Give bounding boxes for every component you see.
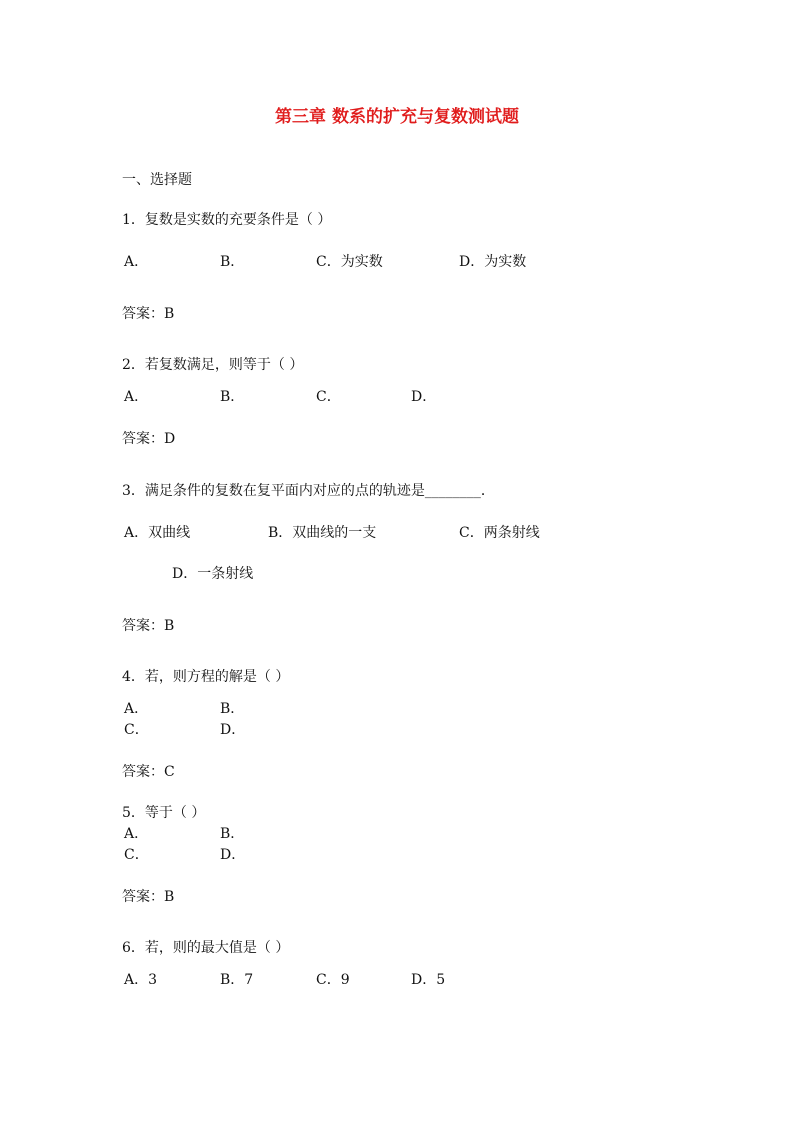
question-6-option-a: A．3 bbox=[124, 972, 158, 988]
question-5-answer: 答案：B bbox=[122, 889, 175, 905]
question-5-option-c: C． bbox=[124, 847, 149, 863]
question-6-option-b: B．7 bbox=[220, 972, 254, 988]
page-title: 第三章 数系的扩充与复数测试题 bbox=[275, 107, 519, 127]
question-5-option-d: D． bbox=[220, 847, 246, 863]
question-3-option-b: B．双曲线的一支 bbox=[268, 525, 377, 541]
question-2-option-d: D． bbox=[411, 389, 437, 405]
question-1-text: 1．复数是实数的充要条件是（ ） bbox=[122, 212, 332, 228]
question-4-option-c: C． bbox=[124, 722, 149, 738]
question-2-answer: 答案：D bbox=[122, 431, 176, 447]
question-4-answer: 答案：C bbox=[122, 764, 175, 780]
question-1-answer: 答案：B bbox=[122, 306, 175, 322]
question-5-option-a: A． bbox=[124, 826, 149, 842]
question-2-option-a: A． bbox=[124, 389, 149, 405]
question-5-option-b: B． bbox=[220, 826, 245, 842]
question-3-option-c: C．两条射线 bbox=[459, 525, 540, 541]
question-4-option-d: D． bbox=[220, 722, 246, 738]
question-4-text: 4．若，则方程的解是（ ） bbox=[122, 669, 290, 685]
question-2-option-b: B． bbox=[220, 389, 245, 405]
question-1-option-b: B． bbox=[220, 254, 245, 270]
question-6-text: 6．若，则的最大值是（ ） bbox=[122, 940, 290, 956]
question-2-text: 2．若复数满足，则等于（ ） bbox=[122, 357, 304, 373]
question-3-text: 3．满足条件的复数在复平面内对应的点的轨迹是________． bbox=[122, 483, 495, 499]
question-6-option-c: C．9 bbox=[316, 972, 350, 988]
question-6-option-d: D．5 bbox=[411, 972, 446, 988]
question-1-option-a: A． bbox=[124, 254, 149, 270]
question-3-option-d: D．一条射线 bbox=[172, 566, 254, 582]
question-4-option-b: B． bbox=[220, 701, 245, 717]
question-4-option-a: A． bbox=[124, 701, 149, 717]
question-3-option-a: A．双曲线 bbox=[124, 525, 191, 541]
question-3-answer: 答案：B bbox=[122, 618, 175, 634]
question-5-text: 5．等于（ ） bbox=[122, 805, 206, 821]
section-heading: 一、选择题 bbox=[122, 172, 192, 188]
question-1-option-d: D．为实数 bbox=[459, 254, 527, 270]
question-2-option-c: C． bbox=[316, 389, 341, 405]
question-1-option-c: C．为实数 bbox=[316, 254, 383, 270]
